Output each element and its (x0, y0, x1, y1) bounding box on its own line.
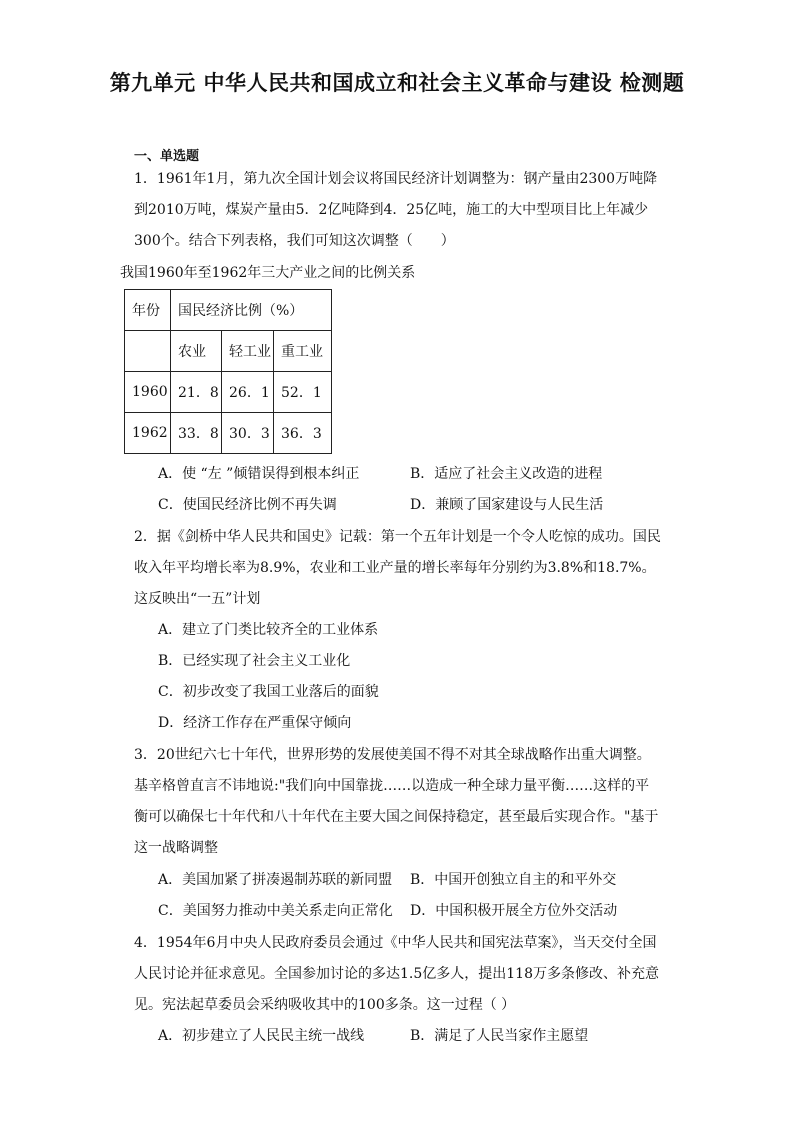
question-3-option-a[interactable]: A．美国加紧了拼凑遏制苏联的新同盟 (158, 872, 393, 888)
table-cell: 21．8 (171, 372, 222, 413)
question-1-option-d[interactable]: D．兼顾了国家建设与人民生活 (410, 497, 604, 513)
table-row (125, 290, 332, 331)
table-cell: 36．3 (274, 413, 332, 454)
question-3-option-b[interactable]: B．中国开创独立自主的和平外交 (410, 872, 617, 888)
table-row (125, 331, 332, 372)
table-cell-year: 1960 (125, 372, 171, 413)
table-cell-year: 1962 (125, 413, 171, 454)
question-4-option-b[interactable]: B．满足了人民当家作主愿望 (410, 1028, 589, 1044)
header-agriculture: 农业 (171, 331, 222, 372)
header-heavy-industry: 重工业 (274, 331, 332, 372)
question-1-option-b[interactable]: B．适应了社会主义改造的进程 (410, 466, 603, 482)
table-cell: 52．1 (274, 372, 332, 413)
question-3-option-c[interactable]: C．美国努力推动中美关系走向正常化 (158, 903, 393, 919)
header-ratio: 国民经济比例（%） (171, 290, 332, 331)
economy-ratio-table (124, 289, 332, 454)
question-3-stem: 3．20世纪六七十年代，世界形势的发展使美国不得不对其全球战略作出重大调整。基辛格曾直言不讳地说:"我们向中国靠拢……以造成一种全球力量平衡……这样的平衡可以确保七十年代和八十年代在主要大国之间保持稳定，甚至最后实现合作。"基于这一战略调整 (134, 747, 659, 856)
question-1-stem: 1．1961年1月，第九次全国计划会议将国民经济计划调整为：钢产量由2300万吨降到2010万吨，煤炭产量由5．2亿吨降到4．25亿吨，施工的大中型项目比上年减少300个。结合下列表格，我们可知这次调整（ ） (134, 171, 658, 249)
question-3-option-d[interactable]: D．中国积极开展全方位外交活动 (410, 903, 618, 919)
section-heading: 一、单选题 (134, 149, 200, 164)
table-cell: 26．1 (222, 372, 274, 413)
header-year: 年份 (125, 290, 171, 331)
table-cell: 33．8 (171, 413, 222, 454)
table-cell: 30．3 (222, 413, 274, 454)
question-1-option-c[interactable]: C．使国民经济比例不再失调 (158, 497, 337, 513)
table-cell (125, 331, 171, 372)
header-light-industry: 轻工业 (222, 331, 274, 372)
question-4-option-a[interactable]: A．初步建立了人民民主统一战线 (158, 1028, 365, 1044)
question-2-option-c[interactable]: C．初步改变了我国工业落后的面貌 (158, 684, 379, 700)
question-2-option-b[interactable]: B．已经实现了社会主义工业化 (158, 653, 351, 669)
document-title: 第九单元 中华人民共和国成立和社会主义革命与建设 检测题 (109, 71, 685, 95)
question-1-option-a[interactable]: A．使 “左 ”倾错误得到根本纠正 (158, 466, 360, 482)
question-4-stem: 4．1954年6月中央人民政府委员会通过《中华人民共和国宪法草案》，当天交付全国人民讨论并征求意见。全国参加讨论的多达1.5亿多人，提出118万多条修改、补充意见。宪法起草委员会采纳吸收其中的100多条。这一过程（ ） (134, 935, 659, 1013)
table-row (125, 413, 332, 454)
table-caption: 我国1960年至1962年三大产业之间的比例关系 (120, 265, 416, 281)
table-row (125, 372, 332, 413)
question-2-option-a[interactable]: A．建立了门类比较齐全的工业体系 (158, 622, 379, 638)
question-2-option-d[interactable]: D．经济工作存在严重保守倾向 (158, 715, 352, 731)
question-2-stem: 2．据《剑桥中华人民共和国史》记载：第一个五年计划是一个令人吃惊的成功。国民收入年平均增长率为8.9%，农业和工业产量的增长率每年分别约为3.8%和18.7%。这反映出“一五”计划 (134, 529, 661, 607)
